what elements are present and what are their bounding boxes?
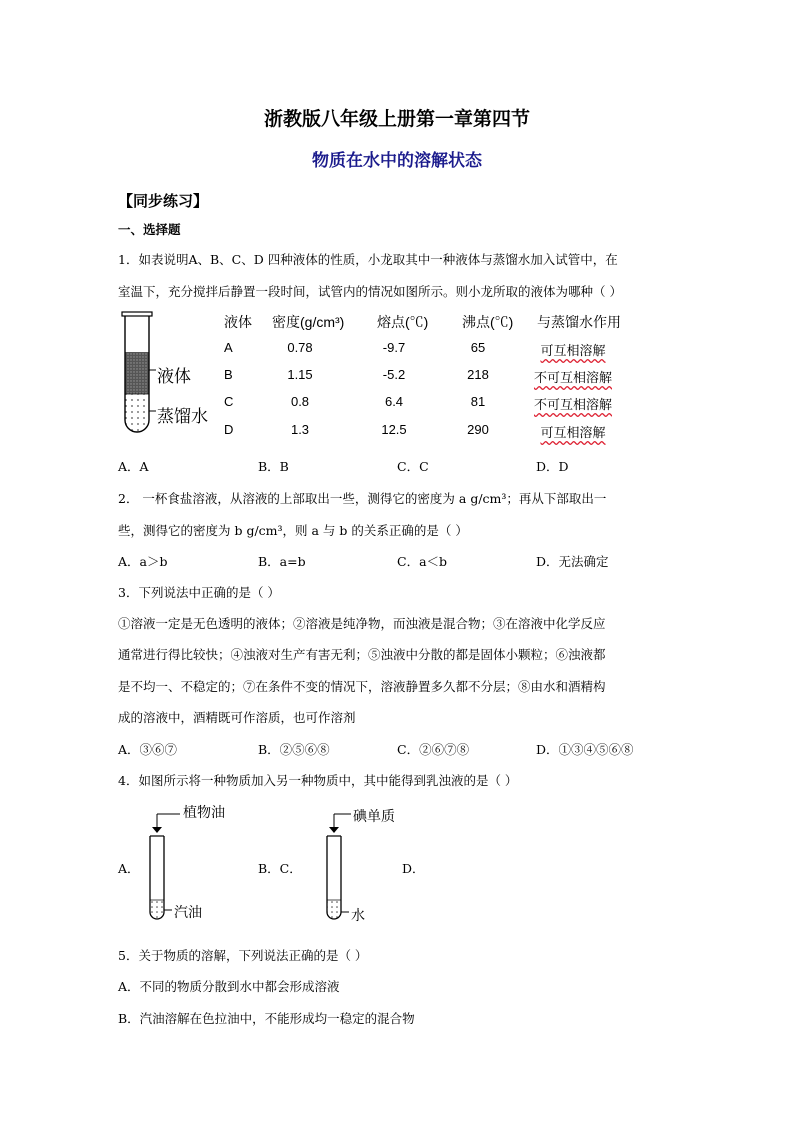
q3-option-a: A．③⑥⑦ [118,742,178,757]
q1-line1: 1．如表说明A、B、C、D 四种液体的性质，小龙取其中一种液体与蒸馏水加入试管中，在 [118,252,618,267]
q2-option-b: B．a=b [258,554,306,569]
q3-option-d: D．①③④⑤⑥⑧ [536,742,634,757]
q1-option-c: C．C [397,459,429,474]
q4-fig1-bottom-label: 汽油 [174,904,202,920]
q3-stem: 3．下列说法中正确的是（ ） [118,585,280,600]
tube-rim [122,312,152,316]
q5-option-a: A．不同的物质分散到水中都会形成溶液 [118,979,340,994]
table-header-boiling: 沸点(℃) [462,314,514,330]
q2-line1: 2． 一杯食盐溶液，从溶液的上部取出一些，测得它的密度为 a g/cm³；再从下部取出一 [118,491,607,506]
table-cell: 81 [470,394,486,409]
q3-line2: 通常进行得比较快；④浊液对生产有害无利；⑤浊液中分散的都是固体小颗粒；⑥浊液都 [118,647,606,662]
liquid-label: 液体 [157,367,191,387]
table-cell: A [224,340,233,355]
table-cell: 65 [470,340,486,355]
page-title: 浙教版八年级上册第一章第四节 [263,108,530,130]
table-cell: C [224,394,234,409]
table-cell: 290 [467,422,489,437]
table-cell: 1.15 [287,367,313,382]
table-cell: -9.7 [382,340,406,355]
q4-fig2-bottom-label: 水 [351,907,365,923]
table-cell: 不可互相溶解 [533,397,613,412]
part-heading: 一、选择题 [118,222,181,237]
q5-option-b: B．汽油溶解在色拉油中，不能形成均一稳定的混合物 [118,1011,415,1026]
page-subtitle: 物质在水中的溶解状态 [312,151,482,171]
table-header-interaction: 与蒸馏水作用 [537,314,621,330]
q1-option-b: B．B [258,459,289,474]
table-cell: 不可互相溶解 [533,370,613,385]
q4-option-a: A． [118,861,140,876]
q2-line2: 些，测得它的密度为 b g/cm³，则 a 与 b 的关系正确的是（ ） [118,523,468,538]
q1-option-d: D．D [536,459,569,474]
table-cell: 0.8 [290,394,310,409]
table-header-liquid: 液体 [224,314,252,330]
table-cell: D [224,422,234,437]
q5-stem: 5．关于物质的溶解，下列说法正确的是（ ） [118,948,368,963]
q4-fig2-top-label: 碘单质 [353,808,395,824]
table-cell: 218 [467,367,489,382]
table-header-density: 密度(g/cm³) [272,314,345,330]
q1-option-a: A．A [118,459,149,474]
q3-line1: ①溶液一定是无色透明的液体；②溶液是纯净物，而浊液是混合物；③在溶液中化学反应 [118,616,606,631]
q3-option-b: B．②⑤⑥⑧ [258,742,330,757]
table-cell: 12.5 [381,422,407,437]
table-cell: B [224,367,233,382]
table-cell: 6.4 [384,394,404,409]
q3-line3: 是不均一、不稳定的；⑦在条件不变的情况下，溶液静置多久都不分层；⑧由水和酒精构 [118,679,606,694]
table-cell: 可互相溶解 [540,343,606,358]
q2-option-c: C．a＜b [397,554,448,569]
section-heading: 【同步练习】 [118,192,209,210]
water-layer [125,394,149,432]
water-label: 蒸馏水 [157,407,208,427]
table-header-melting: 熔点(℃) [377,314,429,330]
liquid-layer [125,352,149,394]
q2-option-a: A．a＞b [118,554,168,569]
table-cell: 可互相溶解 [540,425,606,440]
q2-option-d: D．无法确定 [536,554,609,569]
q4-option-d: D． [402,861,425,876]
q4-stem: 4．如图所示将一种物质加入另一种物质中，其中能得到乳浊液的是（ ） [118,773,518,788]
q4-option-bc: B．C． [258,861,302,876]
table-cell: -5.2 [382,367,406,382]
table-cell: 1.3 [290,422,310,437]
table-cell: 0.78 [287,340,313,355]
q1-line2: 室温下，充分搅拌后静置一段时间，试管内的情况如图所示。则小龙所取的液体为哪种（ ） [118,284,622,299]
q3-line4: 成的溶液中，酒精既可作溶质，也可作溶剂 [118,710,356,725]
q4-fig1-top-label: 植物油 [183,804,225,820]
q3-option-c: C．②⑥⑦⑧ [397,742,470,757]
